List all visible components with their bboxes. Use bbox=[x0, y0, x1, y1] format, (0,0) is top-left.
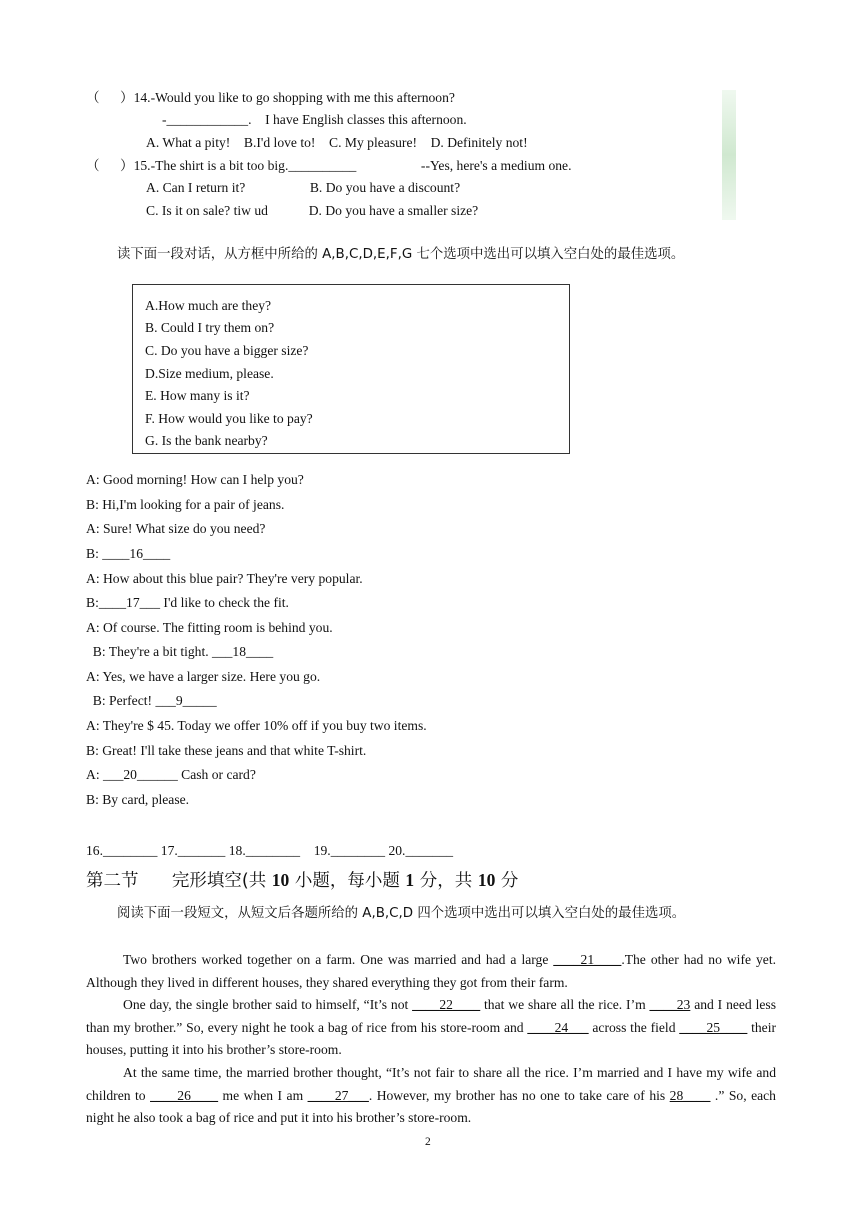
blank-21: ____21____ bbox=[553, 952, 622, 967]
section-title-post: 分 bbox=[495, 871, 519, 891]
dialog-instruction: 读下面一段对话，从方框中所给的 A,B,C,D,E,F,G 七个选项中选出可以填入空白处的最佳选项。 bbox=[117, 247, 685, 262]
blank-24: ____24___ bbox=[527, 1019, 589, 1035]
blank-22: ____22____ bbox=[412, 997, 481, 1012]
blank-27: ____27___ bbox=[307, 1087, 369, 1103]
question-15-options-row1: A. Can I return it? B. Do you have a discount? bbox=[146, 180, 461, 195]
box-option-a: A.How much are they? bbox=[145, 298, 272, 313]
box-option-c: C. Do you have a bigger size? bbox=[145, 343, 309, 358]
answer-blanks: 16.________ 17._______ 18.________ 19.________ 20._______ bbox=[86, 843, 454, 858]
box-option-d: D.Size medium, please. bbox=[145, 366, 274, 381]
section-count: 10 bbox=[271, 870, 290, 890]
dialog-line: B:____17___ I'd like to check the fit. bbox=[86, 595, 289, 610]
passage-paragraph-3: At the same time, the married brother thought, “It’s not fair to share all the rice. I’m married and I have my wife and children to ____26____ me when I am ____27___. However, my brother has no one to take care of his 28____ .” So, each night he also took a bag of rice and put it into his brother’s store-room. bbox=[86, 1065, 776, 1125]
section-points-total: 10 bbox=[477, 870, 496, 890]
dialog-line: B: Perfect! ___9_____ bbox=[86, 693, 217, 708]
blank-23: ____23 bbox=[649, 997, 691, 1012]
section-heading bbox=[86, 868, 518, 893]
question-14-reply: -____________. I have English classes this afternoon. bbox=[162, 112, 467, 127]
blank-28: 28____ bbox=[669, 1087, 711, 1103]
passage-paragraph-1: Two brothers worked together on a farm. One was married and had a large ____21____.The other had no wife yet. Although they lived in different houses, they shared everything they got from their farm. bbox=[86, 952, 776, 990]
dialog-line: B: Hi,I'm looking for a pair of jeans. bbox=[86, 497, 285, 512]
dialog-line: A: Of course. The fitting room is behind you. bbox=[86, 620, 333, 635]
dialog-line: B: By card, please. bbox=[86, 792, 190, 807]
scan-artifact bbox=[722, 90, 736, 220]
dialog-line: B: Great! I'll take these jeans and that white T-shirt. bbox=[86, 743, 367, 758]
passage-paragraph-2: One day, the single brother said to himself, “It’s not ____22____ that we share all the rice. I’m ____23 and I need less than my brother.” So, every night he took a bag of rice from his store-room and ____24___ across the field ____25____ their houses, putting it into his brother’s store-room. bbox=[86, 997, 776, 1057]
box-option-g: G. Is the bank nearby? bbox=[145, 433, 268, 448]
blank-26: ____26____ bbox=[150, 1087, 219, 1103]
dialog-line: A: Yes, we have a larger size. Here you go. bbox=[86, 669, 321, 684]
question-15-stem: （ ）15.-The shirt is a bit too big.__________ --Yes, here's a medium one. bbox=[86, 158, 572, 173]
box-option-e: E. How many is it? bbox=[145, 388, 250, 403]
box-option-f: F. How would you like to pay? bbox=[145, 411, 313, 426]
dialog-line: A: Sure! What size do you need? bbox=[86, 521, 266, 536]
section-title-pre: 完形填空(共 bbox=[171, 871, 272, 891]
question-14-options: A. What a pity! B.I'd love to! C. My pleasure! D. Definitely not! bbox=[146, 135, 528, 150]
page-number: 2 bbox=[425, 1136, 431, 1148]
dialog-line: B: They're a bit tight. ___18____ bbox=[86, 644, 274, 659]
question-14-stem: （ ）14.-Would you like to go shopping with me this afternoon? bbox=[86, 90, 455, 105]
cloze-instruction: 阅读下面一段短文，从短文后各题所给的 A,B,C,D 四个选项中选出可以填入空白处的最佳选项。 bbox=[117, 906, 686, 921]
question-15-options-row2: C. Is it on sale? tiw ud D. Do you have a smaller size? bbox=[146, 203, 479, 218]
dialog-line: A: Good morning! How can I help you? bbox=[86, 472, 304, 487]
dialog-line: A: They're $ 45. Today we offer 10% off if you buy two items. bbox=[86, 718, 427, 733]
dialog-line: B: ____16____ bbox=[86, 546, 171, 561]
section-part: 第二节 bbox=[86, 871, 139, 891]
blank-25: ____25____ bbox=[679, 1019, 748, 1035]
section-points-each: 1 bbox=[405, 870, 415, 890]
box-option-b: B. Could I try them on? bbox=[145, 320, 275, 335]
section-title-mid: 小题，每小题 bbox=[289, 871, 406, 891]
section-title-mid2: 分，共 bbox=[414, 871, 478, 891]
dialog-line: A: ___20______ Cash or card? bbox=[86, 767, 256, 782]
dialog-line: A: How about this blue pair? They're very popular. bbox=[86, 571, 363, 586]
